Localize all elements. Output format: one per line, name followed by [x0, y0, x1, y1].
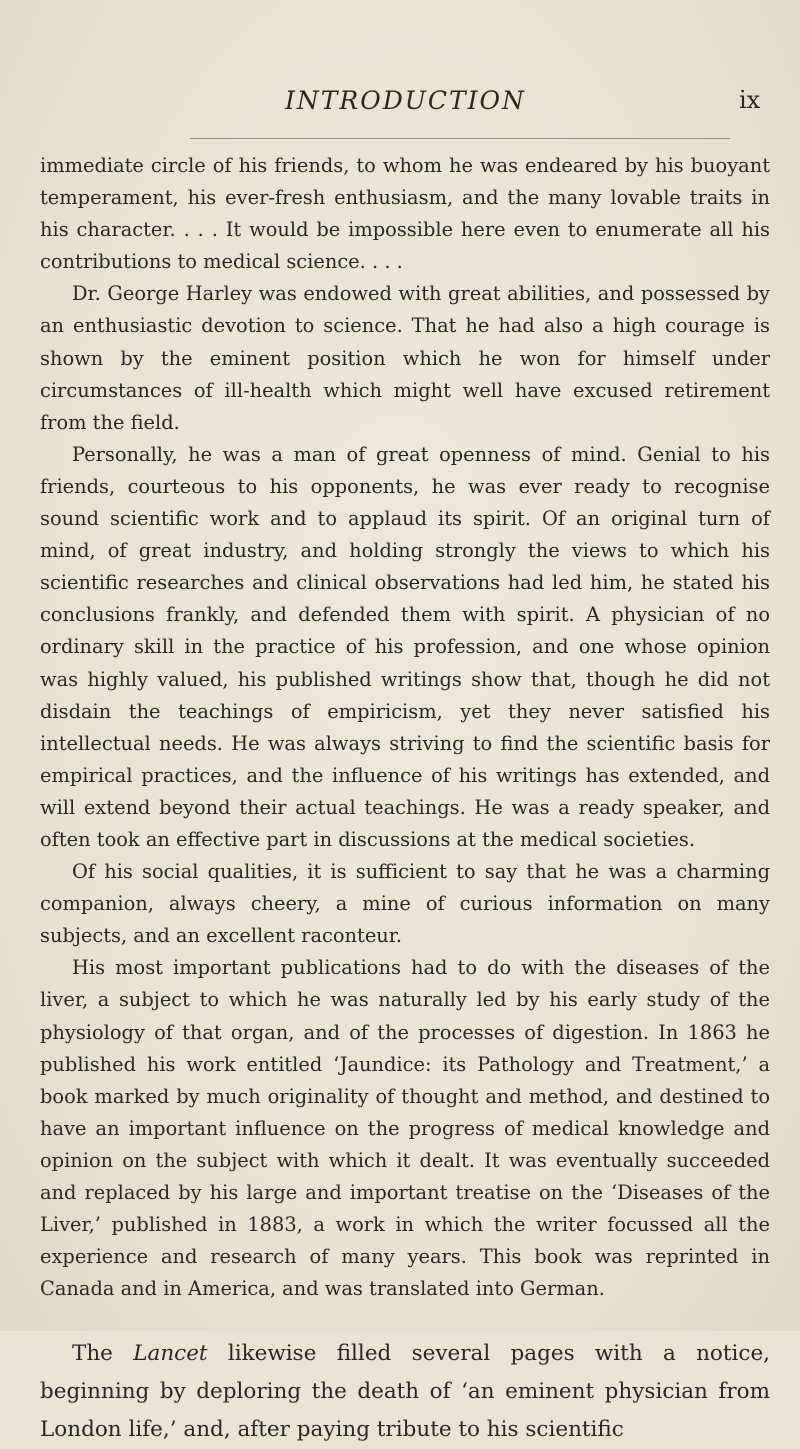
header-rule [190, 138, 730, 139]
body-text [40, 150, 770, 1449]
paragraph-1: immediate circle of his friends, to whom he was endeared by his buoyant temperament, his ever-fresh enthusiasm, and the many lovable traits in his character. . . . It would be impossible here even to enumerate all his contributions to medical science. . . . [40, 154, 770, 274]
paragraph-6 [40, 1335, 770, 1449]
running-head [0, 80, 800, 120]
paragraph-3: Personally, he was a man of great openness of mind. Genial to his friends, courteous to his opponents, he was ever ready to recognise sound scientific work and to applaud its spirit. Of an original turn of mind, of great industry, and holding strongly the views to which his scientific researches and clinical observations had led him, he stated his conclusions frankly, and defended them with spirit. A physician of no ordinary skill in the practice of his profession, and one whose opinion was highly valued, his published writings show that, though he did not disdain the teachings of empiricism, yet they never satisfied his intellectual needs. He was always striving to find the scientific basis for empirical practices, and the influence of his writings has extended, and will extend beyond their actual teachings. He was a ready speaker, and often took an effective part in discussions at the medical societies. [40, 442, 770, 851]
page-number: ix [739, 86, 761, 114]
running-title: INTRODUCTION [285, 86, 526, 115]
paragraph-2: Dr. George Harley was endowed with great abilities, and possessed by an enthusiastic devotion to science. That he had also a high courage is shown by the eminent position which he won for himself under circumstances of ill-health which might well have excused retirement from the field. [40, 282, 770, 434]
closing-rest: likewise filled several pages with a notice, beginning by deploring the death of ‘an eminent physician from London life,’ and, after paying tribute to his scientific [40, 1341, 770, 1443]
paragraph-4: Of his social qualities, it is sufficient to say that he was a charming companion, always cheery, a mine of curious information on many subjects, and an excellent raconteur. [40, 860, 770, 948]
journal-title: Lancet [133, 1341, 208, 1367]
paragraph-5: His most important publications had to do with the diseases of the liver, a subject to which he was naturally led by his early study of the physiology of that organ, and of the processes of digestion. In 1863 he published his work entitled ‘Jaundice: its Pathology and Treatment,’ a book marked by much originality of thought and method, and destined to have an important influence on the progress of medical knowledge and opinion on the subject with which it dealt. It was eventually succeeded and replaced by his large and important treatise on the ‘Diseases of the Liver,’ published in 1883, a work in which the writer focussed all the experience and research of many years. This book was reprinted in Canada and in America, and was translated into German. [40, 956, 770, 1301]
closing-lead: The [72, 1341, 134, 1367]
